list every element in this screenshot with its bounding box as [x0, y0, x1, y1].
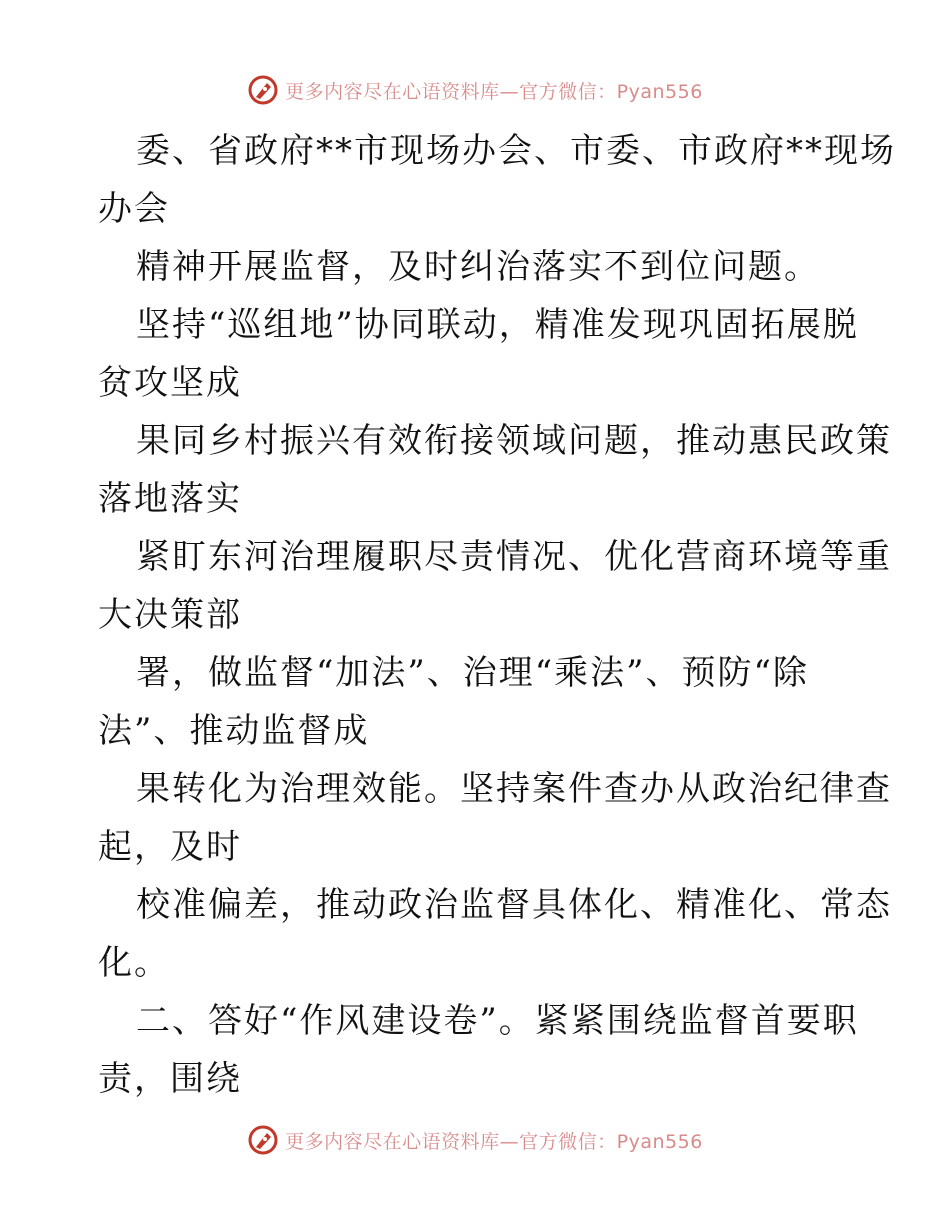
body-text-line: 坚持“巡组地”协同联动，精准发现巩固拓展脱 [136, 305, 859, 345]
body-text-line: 委、省政府**市现场办会、市委、市政府**现场 [136, 131, 896, 171]
body-text-line: 果同乡村振兴有效衔接领域问题，推动惠民政策 [136, 421, 892, 461]
body-text-line: 署，做监督“加法”、治理“乘法”、预防“除 [136, 653, 809, 693]
watermark-id: Pyan556 [616, 80, 703, 103]
document-body [98, 122, 896, 1108]
body-text-line: 贫攻坚成 [98, 363, 242, 403]
body-text-line: 二、答好“作风建设卷”。紧紧围绕监督首要职 [136, 1001, 859, 1041]
watermark-group [247, 74, 703, 106]
body-text-line: 大决策部 [98, 595, 242, 635]
body-text-line: 果转化为治理效能。坚持案件查办从政治纪律查 [136, 769, 892, 809]
watermark-text [285, 1127, 703, 1154]
body-text-line: 责，围绕 [98, 1059, 242, 1099]
body-text-line: 法”、推动监督成 [98, 711, 370, 751]
watermark-group [247, 1124, 703, 1156]
watermark-text [285, 77, 703, 104]
body-text-line: 化。 [98, 943, 170, 983]
body-text-line: 起，及时 [98, 827, 242, 867]
pen-nib-logo-icon [247, 1124, 279, 1156]
pen-nib-logo-icon [247, 74, 279, 106]
header-watermark [0, 70, 950, 110]
watermark-label: 更多内容尽在心语资料库—官方微信： [285, 1130, 617, 1153]
watermark-label: 更多内容尽在心语资料库—官方微信： [285, 80, 617, 103]
watermark-id: Pyan556 [616, 1130, 703, 1153]
footer-watermark [0, 1120, 950, 1160]
body-text-line: 落地落实 [98, 479, 242, 519]
body-text-line: 办会 [98, 189, 170, 229]
body-text-line: 紧盯东河治理履职尽责情况、优化营商环境等重 [136, 537, 892, 577]
body-text-line: 校准偏差，推动政治监督具体化、精准化、常态 [136, 885, 892, 925]
body-text-line: 精神开展监督，及时纠治落实不到位问题。 [136, 247, 820, 287]
